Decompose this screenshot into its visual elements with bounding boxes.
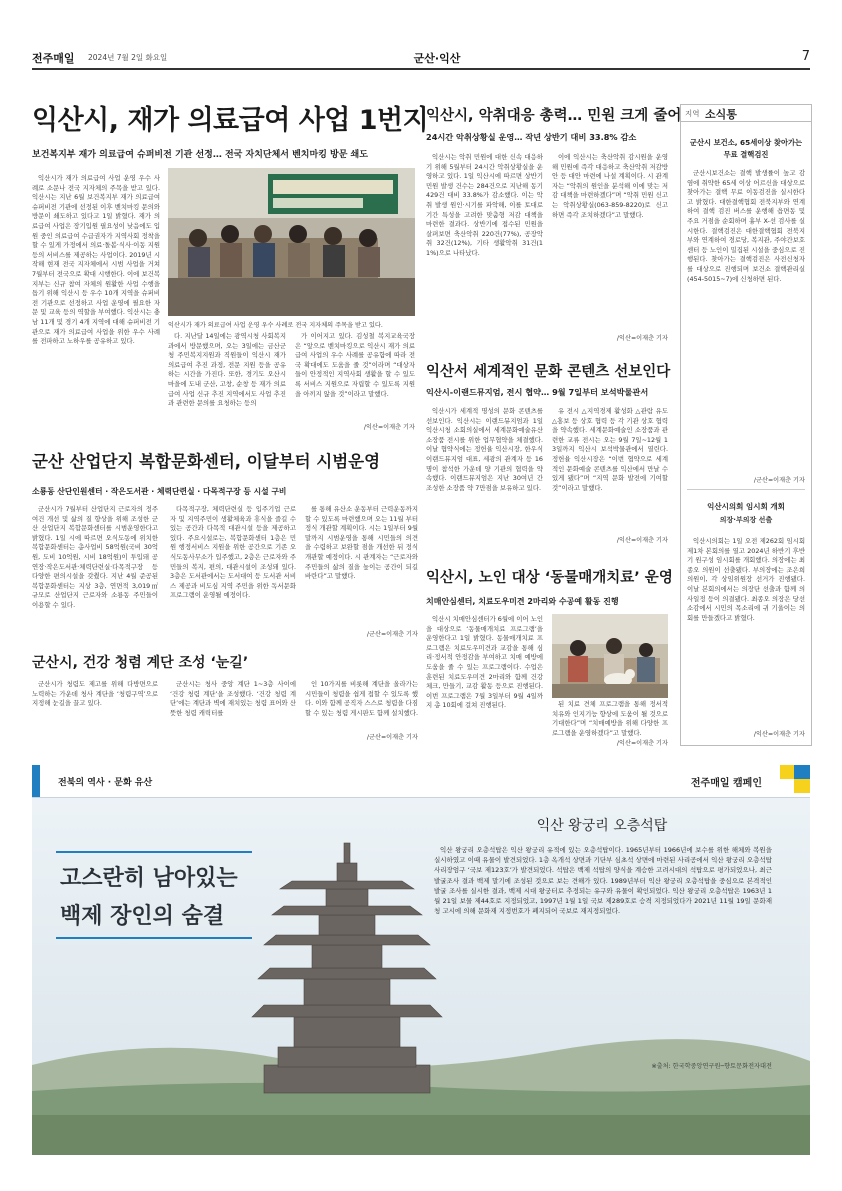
art5-col1 (426, 615, 543, 751)
sidebar-item2-body (687, 537, 805, 729)
art2-col1 (426, 153, 543, 345)
page-header (32, 50, 810, 66)
ad-slogan-line1: 고스란히 남아있는 (60, 866, 238, 891)
sidebar-item2-byline: /익산=이재춘 기자 (753, 731, 805, 738)
art6-col1-text: 군산시가 청렴도 제고를 위해 다방면으로 노력하는 가운데 청사 계단을 ‘청렴구역’으로 지정해 눈길을 끌고 있다. (32, 680, 158, 708)
sidebar-item2-title: 익산시의회 임시회 개회 (707, 502, 785, 511)
campaign-ad (32, 765, 810, 1155)
sidebar-item2-sub: 의장·부의장 선출 (719, 516, 773, 524)
art6-byline: /군산=이재춘 기자 (366, 734, 418, 741)
sidebar-item2-body-text: 익산시의회는 1일 오전 제262회 임시회 제1차 본회의를 열고 2024년 하반기 후반기 원구성 임시회를 개회했다. 의장에는 최종오 의원이 선출됐다. 부의장에는 조은희 의원이, 각 상임위원장 선거가 진행됐다. 이날 본회의에서는 의장단 선출과 함께 의사일정 등이 의결됐다. 최종오 의장은 당선 소감에서 시민의 목소리에 귀 기울이는 의회를 만들겠다고 밝혔다. (687, 537, 805, 622)
art3-subheadline: 익산시-이랜드뮤지엄, 전시 협약… 9월 7일부터 보석박물관서 (426, 387, 649, 397)
art6-col2-text: 군산시는 청사 중앙 계단 1~3층 사이에 ‘건강 청렴 계단’을 조성했다. ‘건강 청렴 계단’에는 계단과 벽에 재치있는 청렴 표어와 산뜻한 청렴 캐릭터를 (170, 680, 296, 717)
art6-col2 (170, 680, 296, 742)
art6-col1 (32, 680, 158, 742)
ad-description-text: 익산 왕궁리 오층석탑은 익산 왕궁리 유적에 있는 오층석탑이다. 1965년부터 1966년에 보수를 위한 해체와 복원을 실시하였고 이때 유물이 발견되었다. 1층 옥개석 상면과 기단부 심초석 상면에 마련된 사리공에서 익산 왕궁리 오층석탑 사리장엄구 ‘국보 제123호’가 발견되었다. 석탑은 백제 석탑의 양식을 계승한 고려시대의 석탑으로 평가되었으나, 최근 발굴조사 결과 백제 말기에 조성된 것으로 보는 견해가 있다. 1989년부터 익산 왕궁리 오층석탑을 중심으로 본격적인 발굴 조사를 실시한 결과, 백제 시대 왕궁터로 추정되는 유구와 유물이 확인되었다. 익산 왕궁리 오층석탑은 1963년 1월 21일 보물 제44호로 지정되었고, 1997년 1월 1일 국보 제289호로 승격 지정되었다가 2021년 11월 19일 문화재청 고시에 의해 문화재 지정번호가 폐지되어 국보로 재지정되었다. (434, 846, 772, 916)
art4-col1-text: 군산시가 7월부터 산업단지 근로자의 정주여건 개선 및 삶의 질 향상을 위해 조성한 군산 산업단지 복합문화센터를 시범운영한다고 밝혔다. 1일 시에 따르면 오식도동에 위치한 복합문화센터는 총사업비 58억원(국비 30억원, 도비 10억원, 시비 18억원)이 투입돼 공연장·작은도서관·체력단련실·다목적구장 등 다양한 편의시설을 갖췄다. 지난 4월 준공된 복합문화센터는 지상 3층, 연면적 3,019㎡ 규모로 산업단지 근로자와 소룡동 주민들이 이용할 수 있다. (32, 505, 158, 609)
ad-source: ※출처: 한국학중앙연구원─향토문화전자대전 (651, 1063, 772, 1070)
art4-byline: /군산=이재춘 기자 (366, 631, 418, 638)
art5-subheadline: 치매안심센터, 치료도우미견 2마리와 수공예 활동 진행 (426, 597, 619, 606)
art3-byline: /익산=이재춘 기자 (616, 537, 668, 544)
art5-col2-text: 된 치료 견체 프로그램을 통해 정서적 치유와 인지기능 향상에 도움이 될 것으로 기대한다”며 “치매예방을 위해 다양한 프로그램을 운영하겠다”고 말했다. (552, 700, 668, 737)
sidebar-header (681, 105, 811, 122)
sidebar-divider (687, 489, 805, 490)
art5-byline: /익산=이재춘 기자 (616, 740, 668, 747)
sidebar-box (680, 104, 812, 746)
art5-headline: 익산시, 노인 대상 ‘동물매개치료’ 운영 (426, 570, 673, 586)
art1-col3-text: 가 이어지고 있다. 김성철 복지교육국장은 “앞으로 벤치마킹으로 익산시 재가 의료급여 사업의 우수 사례를 공유함에 따라 전국 확대에도 도움을 줄 것”이라며 “대상자들이 안정적인 지역사회 생활을 할 수 있도록 서비스 지원으로 자립할 수 있도록 지원을 아끼지 않을 것”이라고 말했다. (295, 332, 415, 398)
page-number: 7 (801, 49, 810, 64)
art2-col2-text: 이에 익산시는 축산악취 감시원을 운영해 민원에 즉각 대응하고 축산악취 저감방안 등 대안 마련에 나설 계획이다. 시 관계자는 “악취의 원인을 분석해 이에 맞는 저감 대책을 마련하겠다”며 “악취 민원 신고는 악취상황실(063-859-8220)로 신고하면 즉각 조치하겠다”고 말했다. (552, 153, 668, 219)
sidebar-item1-byline: /군산=이재춘 기자 (753, 477, 805, 484)
art4-subheadline: 소룡동 산단인원센터 · 작은도서관 · 체력단련실 · 다목적구장 등 시설 구비 (32, 487, 287, 496)
ad-slogan-line2: 백제 장인의 숨결 (60, 904, 225, 929)
art3-col2 (552, 407, 668, 533)
paper-name: 전주매일 (32, 52, 75, 65)
sidebar-title: 소식통 (705, 108, 737, 121)
sidebar-item1-body-text: 군산시보건소는 결핵 발생률이 높고 감염에 취약한 65세 이상 어르신을 대상으로 찾아가는 결핵 무료 이동검진을 실시한다고 밝혔다. 대한결핵협회 전북지부와 연계하여 결핵 검진 버스를 운행해 읍면동 및 주요 거점을 순회하며 흉부 X-선 검사를 실시한다. 결핵검진은 대한결핵협회 전북지부와 연계하여 경로당, 복지관, 주야간보호센터 등 노인이 밀집된 시설을 중심으로 진행된다. 찾아가는 결핵검진은 사전신청자를 대상으로 진행되며 보건소 결핵관리실(454-5015~7)에 신청하면 된다. (687, 169, 805, 283)
art3-headline: 익산서 세계적인 문화 콘텐츠 선보인다 (426, 364, 671, 380)
art5-col2 (552, 700, 668, 738)
art6-col3 (305, 680, 418, 730)
art1-col2 (168, 332, 286, 422)
ad-description (434, 845, 772, 1057)
art4-col1 (32, 505, 158, 635)
sidebar-item1-title: 군산시 보건소, 65세이상 찾아가는 무료 결핵검진 (689, 138, 803, 159)
ad-title: 익산 왕궁리 오층석탑 (536, 818, 668, 834)
art1-headline: 익산시, 재가 의료급여 사업 1번지 (32, 105, 429, 136)
art1-byline: /익산=이재춘 기자 (363, 424, 415, 431)
art1-col1 (32, 174, 160, 562)
art1-col1-text: 익산시가 재가 의료급여 사업 운영 우수 사례로 소문나 전국 지자체의 주목을 받고 있다. 익산시는 지난 6월 보건복지부 재가 의료급여 슈퍼비전 기관에 선정된 이후 벤치마킹 문의와 방문이 쇄도하고 있다고 1일 밝혔다. 재가 의료급여 사업은 장기입원 필요성이 낮음에도 입원 중인 의료급여 수급권자가 지역사회 정착을 할 수 있게 가정에서 의료·돌봄·식사·이동 지원 등의 서비스를 제공하는 사업이다. 2019년 시작해 현재 전국 지자체에서 시범 사업을 거쳐 7월부터 전국으로 확대 시행한다. 이에 보건복지부는 신규 참여 자체의 원활한 사업 수행을 돕기 위해 익산시 등 우수 10개 지역을 슈퍼비전 기관으로 선정하고 사업 운영에 필요한 자문 및 교육 등의 역할을 부여했다. 익산시는 충남 11개 및 경기 4개 지역에 대해 슈퍼비전 기관으로 재가 의료급여 사업을 위한 우수 사례를 전파하고 노하우를 공유하고 있다. (32, 174, 160, 346)
art5-col1-text: 익산시 치매안심센터가 6월에 이어 노인을 대상으로 ‘동물매개치료 프로그램’을 운영한다고 1일 밝혔다. 동물매개치료 프로그램은 치료도우미견과 교감을 통해 심리·정서적 안정감을 부여하고 치매 예방에 도움을 줄 수 있는 프로그램이다. 수업은 훈련된 치료도우미견 2마리와 함께 건강 체크, 만들기, 교감 활동 등으로 진행된다. 이번 프로그램은 7월 3일부터 9월 4일까지 총 10회에 걸쳐 진행된다. (426, 615, 543, 710)
art2-col2 (552, 153, 668, 331)
art4-col3 (305, 505, 418, 631)
art6-headline: 군산시, 건강 청렴 계단 조성 ‘눈길’ (32, 655, 249, 671)
art3-col2-text: 유 전시 △지역경제 활성화 △관람 유도 △홍보 등 상호 협력 등 각 기관 상호 협력을 약속했다. 세계문화예술인 소장품과 관련한 교류 전시는 오는 9월 7일~12월 13일까지 익산시 보석박물관에서 열린다. 정헌율 익산시장은 “이번 협약으로 세계적인 문화예술 콘텐츠를 익산에서 만날 수 있게 됐다”며 “지역 문화 발전에 기여할 것”이라고 말했다. (552, 407, 668, 492)
art4-col2-text: 다목적구장, 체력단련실 등 입주기업 근로자 및 지역주민이 생활체육과 휴식을 즐길 수 있는 공간과 다목적 대관시설 등을 제공하고 있다. 주요시설로는, 복합문화센터 1층은 민원 행정서비스 지원을 위한 공간으로 기존 오식도동사무소가 입주했고, 2층은 근로자와 주민들의 복지, 편의, 대관시설이 조성돼 있다. 3층은 도서관에서는 도서대여 등 도서관 서비스 제공과 비도심 지역 주민을 위한 독서문화 프로그램이 운영될 예정이다. (170, 505, 296, 600)
art2-subheadline: 24시간 악취상황실 운영… 작년 상반기 대비 33.8% 감소 (426, 132, 637, 142)
art2-headline: 익산시, 악취대응 총력… 민원 크게 줄어 (426, 108, 682, 124)
art3-col1 (426, 407, 543, 547)
art1-col3 (295, 332, 415, 422)
sidebar-label: 지역 (685, 109, 700, 118)
art2-col1-text: 익산시는 악취 민원에 대한 신속 대응하기 위해 5월부터 24시간 악취상황실을 운영하고 있다. 1일 익산시에 따르면 상반기 민원 발생 건수는 284건으로 지난해 동기 429건 대비 33.8%가 감소했다. 이는 악취 발생 원인·시기를 파악해, 이를 토대로 기간 특성을 고려한 맞춤형 저감 대책을 마련한 결과다. 상반기에 접수된 민원을 살펴보면 축산악취 220건(77%), 공장악취 32건(12%), 기타 생활악취 31건(11%)으로 나타났다. (426, 153, 543, 257)
art3-col1-text: 익산시가 세계적 명성의 문화 콘텐츠를 선보인다. 익산시는 이랜드뮤지엄과 1일 익산시청 소회의실에서 세계문화예술유산 소장품 전시를 위한 업무협약을 체결했다. 이날 협약식에는 정헌율 익산시장, 한우식 이랜드뮤지엄 대표, 세광의 관계자 등 16명이 참석한 가운데 양 기관의 협력을 약속했다. 이랜드뮤지엄은 지난 30여년 간 조성한 소장품 약 7만점을 보유하고 있다. (426, 407, 543, 492)
art1-photo-caption: 익산시가 재가 의료급여 사업 운영 우수 사례로 전국 지자체의 주목을 받고 있다. (168, 322, 383, 329)
issue-date: 2024년 7월 2일 화요일 (88, 53, 168, 62)
ad-brand: 전주매일 캠페인 (690, 778, 762, 789)
art4-col3-text: 를 통해 유산소 운동부터 근력운동까지 할 수 있도록 마련했으며 오는 11월 부터 정식 개관할 계획이다. 시는 1일부터 9월 말까지 시범운영을 통해 시민들의 의견을 수렴하고 보완할 점을 개선한 뒤 정식 개관할 예정이다. 시 관계자는 “근로자와 주민들의 삶의 질을 높이는 공간이 되길 바란다”고 말했다. (305, 505, 418, 581)
header-rule (32, 68, 810, 70)
dog-therapy-photo-illustration (552, 614, 668, 698)
art1-subheadline: 보건복지부 재가 의료급여 슈퍼비전 기관 선정… 전국 자치단체서 벤치마킹 방문 쇄도 (32, 150, 368, 160)
meeting-photo-illustration (168, 168, 415, 316)
art4-col2 (170, 505, 296, 635)
sidebar-item1-body (687, 169, 805, 473)
ad-top-label: 전북의 역사 · 문화 유산 (58, 778, 153, 788)
art6-col3-text: 인 10가지를 비롯해 계단을 올라가는 시민들이 청렴을 쉽게 접할 수 있도록 했다. 이와 함께 공직자 스스로 청렴을 다짐할 수 있는 청렴 게시판도 함께 설치했다. (305, 680, 418, 717)
art1-photo (168, 168, 415, 316)
art2-byline: /익산=이재춘 기자 (616, 335, 668, 342)
art1-col2-text: 다. 지난달 14일에는 광역시청 사회복지과에서 방문했으며, 오는 3일에는 금산군청 주민복지지원과 직원들이 익산시 재가 의료급여 추진 과정, 전문 지원 등을 공유하는 시간을 가진다. 또한, 경기도 오산시 마을에 도내 군산, 고창, 순창 등 재가 의료급여 사업 신규 추진 지역에서도 사업 추진과 관련한 문의를 요청하는 등의 (168, 332, 286, 408)
art4-headline: 군산 산업단지 복합문화센터, 이달부터 시범운영 (32, 452, 381, 471)
art5-photo (552, 614, 668, 698)
section-name: 군산·익산 (413, 52, 461, 65)
